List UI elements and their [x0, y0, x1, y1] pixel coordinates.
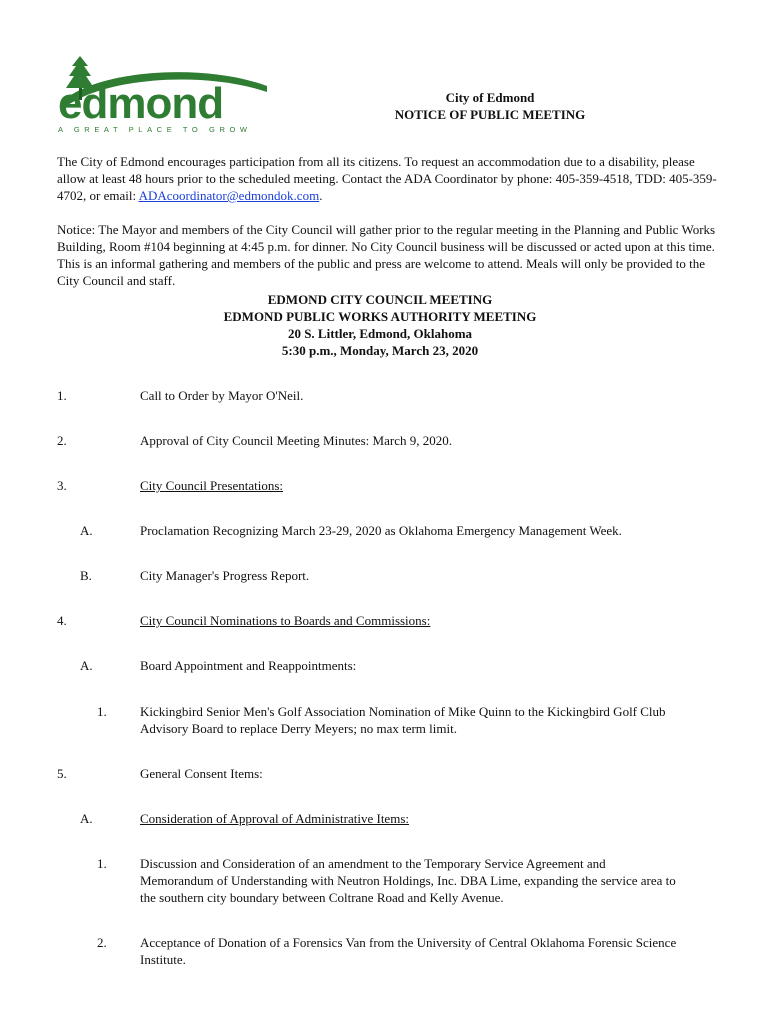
agenda-section-heading: City Council Presentations:	[140, 478, 283, 493]
agenda-number: 2.	[97, 935, 107, 950]
meeting-address: 20 S. Littler, Edmond, Oklahoma	[287, 326, 473, 341]
intro-paragraph	[57, 153, 717, 204]
agenda-number: 4.	[57, 613, 67, 628]
meeting-line-2: EDMOND PUBLIC WORKS AUTHORITY MEETING	[223, 309, 537, 324]
agenda-number: B.	[80, 568, 92, 583]
agenda-item: Discussion and Consideration of an amendment to the Temporary Service Agreement and Memorandum of Understanding with Neutron Holdings, Inc. DBA Lime, expanding the service area to the southern city boundary between Coltrane Road and Kelly Avenue.	[140, 856, 676, 905]
tree-icon	[52, 52, 277, 136]
agenda-number: A.	[80, 523, 93, 538]
svg-text:A GREAT PLACE TO GROW: A GREAT PLACE TO GROW	[58, 125, 252, 134]
meeting-time: 5:30 p.m., Monday, March 23, 2020	[281, 343, 479, 358]
agenda-number: 2.	[57, 433, 67, 448]
notice-paragraph: Notice: The Mayor and members of the City Council will gather prior to the regular meeting in the Planning and Public Works Building, Room #104 beginning at 4:45 p.m. for dinner. No City Council business will be discussed or acted upon at this time. This is an informal gathering and members of the public and press are welcome to attend. Meals will only be provided to the City Council and staff.	[57, 222, 716, 288]
agenda-item: City Manager's Progress Report.	[140, 568, 310, 583]
agenda-number: 3.	[57, 478, 67, 493]
agenda-item: Kickingbird Senior Men's Golf Association Nomination of Mike Quinn to the Kickingbird Golf Club Advisory Board to replace Derry Meyers; no max term limit.	[140, 704, 666, 736]
agenda-item: Proclamation Recognizing March 23-29, 2020 as Oklahoma Emergency Management Week.	[140, 523, 622, 538]
agenda-number: 1.	[57, 388, 67, 403]
agenda-item: Acceptance of Donation of a Forensics Van from the University of Central Oklahoma Forensic Science Institute.	[140, 935, 677, 967]
city-name: City of Edmond	[445, 90, 535, 105]
notice-header	[370, 89, 610, 123]
agenda-section-heading: City Council Nominations to Boards and Commissions:	[140, 613, 431, 628]
agenda-item: Approval of City Council Meeting Minutes: March 9, 2020.	[140, 433, 452, 448]
ada-email-link[interactable]: ADAcoordinator@edmondok.com	[138, 188, 320, 203]
notice-title: NOTICE OF PUBLIC MEETING	[394, 107, 586, 122]
agenda-number: 5.	[57, 766, 67, 781]
edmond-logo	[52, 52, 277, 136]
agenda-number: A.	[80, 658, 93, 673]
meeting-heading	[150, 291, 610, 359]
agenda-number: 1.	[97, 704, 107, 719]
agenda-item: Call to Order by Mayor O'Neil.	[140, 388, 304, 403]
agenda-number: A.	[80, 811, 93, 826]
agenda-section-heading: Consideration of Approval of Administrative Items:	[140, 811, 409, 826]
intro-period: .	[319, 188, 323, 203]
agenda-item: General Consent Items:	[140, 766, 263, 781]
svg-text:edmond: edmond	[58, 79, 224, 128]
agenda-item: Board Appointment and Reappointments:	[140, 658, 357, 673]
agenda-number: 1.	[97, 856, 107, 871]
meeting-line-1: EDMOND CITY COUNCIL MEETING	[267, 292, 493, 307]
intro-text: The City of Edmond encourages participation from all its citizens. To request an accommodation due to a disability, please allow at least 48 hours prior to the scheduled meeting. Contact the ADA Coordinator by phone: 405-359-4518, TDD: 405-359-4702, or email:	[57, 154, 717, 203]
